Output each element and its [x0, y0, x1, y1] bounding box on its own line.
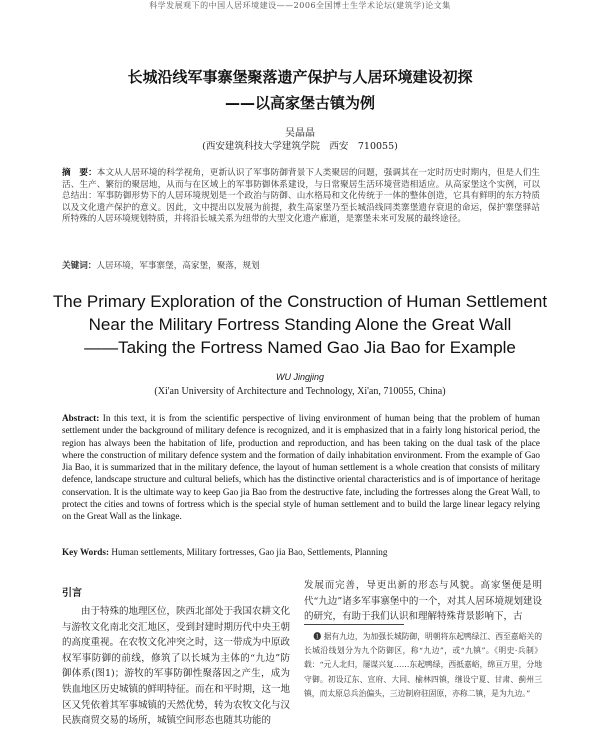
- chinese-abstract: [62, 168, 540, 226]
- chinese-title-line1: 长城沿线军事寨堡聚落遗产保护与人居环境建设初探: [127, 68, 473, 86]
- english-affiliation: (Xi'an University of Architecture and Technology, Xi'an, 710055, China): [154, 386, 446, 397]
- english-abstract-label: Abstract:: [62, 413, 100, 423]
- chinese-abstract-text: 本文从人居环境的科学视角，更新认识了军事防御背景下人类聚居的问题，强调其在一定时历史时期内，但是人们生活、生产、繁衍的聚居地，从而与在区域上的军事防御体系建设，与日常聚居生活环境营造相适应。从高家堡这个实例，可以总结出：军事防御形势下的人居环境规划是一个政治与防御、山水格局和文化传统于一体的整体创造，它具有鲜明的东方特质以及文化遗产保护的意义。因此，文中提出以发展为前提，救生高家堡乃至长城沿线同类寨堡遗存衰退的命运，保护寨堡驿站所特殊的人居环境规划特质，并将沿长城关系为纽带的大型文化遗产廊道，是寨堡未来可发展的最终途径。: [62, 168, 540, 225]
- section-heading-introduction: 引言: [62, 588, 82, 599]
- body-text-left-column: 由于特殊的地理区位，陕西北部处于我国农耕文化与游牧文化南北交汇地区，受到封建时期历代中央王朝的高度重视。在农牧文化冲突之时，这一带成为中原政权军事防御的前线，修筑了以长城为主体的“九边”防御体系(图1)；游牧的军事防御性聚落因之产生，成为铁血地区历史城镇的鲜明特征。而在和平时期，这一地区又凭依着其军事城镇的天然优势，转为农牧文化与汉民族商贸交易的场所，城镇空间形态也随其功能的: [62, 606, 291, 727]
- english-keywords: [62, 547, 540, 557]
- body-text-right-column: 发展而完善，导更出新的形态与风貌。高家堡便是明代“九边”诸多军事寨堡中的一个，对其人居环境规划建设的研究，有助于我们认识和理解特殊背景影响下，古: [304, 580, 542, 623]
- chinese-abstract-label: 摘 要：: [62, 168, 97, 178]
- english-title-line1: The Primary Exploration of the Construction of Human Settlement: [52, 292, 548, 311]
- footnote-divider: [304, 624, 404, 625]
- english-title-line2: Near the Military Fortress Standing Alone the Great Wall: [88, 315, 512, 334]
- chinese-author: 吴晶晶: [285, 128, 315, 139]
- english-author: WU Jingjing: [275, 372, 324, 382]
- english-abstract: [62, 412, 540, 523]
- english-keywords-label: Key Words:: [62, 547, 110, 557]
- footnote: ❶ 据有九边，为加强长城防御，明朝将东起鸭绿江、西至嘉峪关的长城沿线划分为九个防御区，称“九边”，或“九镇”。《明史·兵制》载：“元人北归，屡谋兴复……东起鸭绿，西抵嘉峪，绵亘万里，分地守御。初设辽东、宣府、大同、榆林四镇，继设宁夏、甘肃、蓟州三镇，而太原总兵治偏头，三边制府驻固原，亦称二镇，是为九边。”: [304, 632, 542, 698]
- chinese-title-line2: ——以高家堡古镇为例: [224, 94, 375, 112]
- chinese-affiliation: (西安建筑科技大学建筑学院 西安 710055): [202, 141, 398, 152]
- running-header: 科学发展观下的中国人居环境建设——2006全国博士生学术论坛(建筑学)论文集: [149, 1, 451, 10]
- english-abstract-text: In this text, it is from the scientific perspective of living environment of human being that the problem of human settlement under the background of military defence is recognized, and it is emphasized that in a fairly long historical period, the region has always been the habitation of life, production and reproduction, and has been taking on the dual task of the place where the construction of military defence system and the formation of daily inhabitation environment. From the example of Gao Jia Bao, it is summarized that in the military defence, the layout of human settlement is a whole creation that consists of military defence, landscape structure and cultural beliefs, which has the distinctive oriental characteristics and is of importance of heritage conservation. It is the ultimate way to keep Gao jia Bao from the destructive fate, including the fortresses along the Great Wall, to protect the cities and towns of fortress which is the special style of human settlement and to build the large linear legacy relying on the Great Wall as the linkage.: [62, 413, 540, 522]
- chinese-keywords-label: 关键词：: [62, 261, 97, 271]
- english-keywords-text: Human settlements, Military fortresses, Gao jia Bao, Settlements, Planning: [109, 547, 388, 557]
- chinese-keywords: [62, 259, 540, 271]
- chinese-keywords-text: 人居环境，军事寨堡，高家堡，聚落，规划: [96, 261, 260, 271]
- english-title-line3: ——Taking the Fortress Named Gao Jia Bao for Example: [84, 338, 516, 357]
